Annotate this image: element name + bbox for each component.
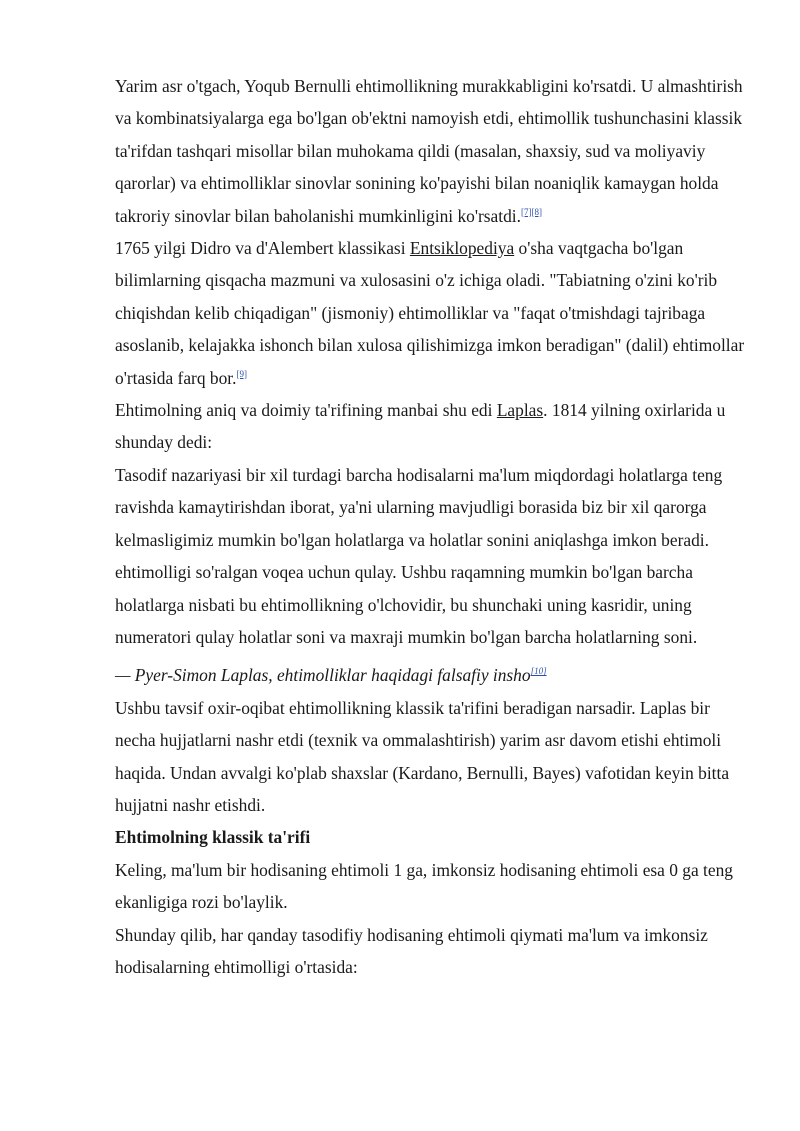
- paragraph-encyclopedie-after: o'sha vaqtgacha bo'lgan bilimlarning qisqacha mazmuni va xulosasini o'z ichiga oladi. "Tabiatning o'zini ko'rib chiqishdan kelib chiqadigan" (jismoniy) ehtimolliklar va "faqat o'tmishdagi tajribaga asoslanib, kelajakka ishonch bilan xulosa qilishimizga imkon beradigan" (dalil) ehtimollar o'rtasida farq bor.: [115, 238, 745, 388]
- footnote-ref-7[interactable]: [7]: [520, 206, 532, 217]
- paragraph-classical-summary: Ushbu tavsif oxir-oqibat ehtimollikning klassik ta'rifini beradigan narsadir. Laplas bir necha hujjatlarni nashr etdi (texnik va ommalashtirish) yarim asr davom etishi ehtimoli haqida. Undan avvalgi ko'plab shaxslar (Kardano, Bernulli, Bayes) vafotidan keyin bitta hujjatni nashr etishdi.: [115, 697, 730, 815]
- laplace-quote: Tasodif nazariyasi bir xil turdagi barcha hodisalarni ma'lum miqdordagi holatlarga teng ravishda kamaytirishdan iborat, ya'ni ularning mavjudligi borasida biz bir xil qarorga kelmasligimiz mumkin bo'lgan holatlarga va holatlar sonini aniqlashga imkon beradi. ehtimolligi so'ralgan voqea uchun qulay. Ushbu raqamning mumkin bo'lgan barcha holatlarga nisbati bu ehtimollikning o'lchovidir, bu shunchaki uning kasridir, uning numeratori qulay holatlar soni va maxraji mumkin bo'lgan barcha holatlarning soni.: [115, 464, 723, 647]
- document-body: [115, 70, 745, 983]
- footnote-refs: [531, 666, 547, 676]
- paragraph-laplace-after: . 1814 yilning oxirlarida u shunday dedi:: [115, 400, 726, 453]
- footnote-refs: [521, 207, 542, 217]
- quote-citation-text: — Pyer-Simon Laplas, ehtimolliklar haqidagi falsafiy insho: [115, 665, 531, 686]
- footnote-ref-9[interactable]: [9]: [236, 368, 247, 379]
- paragraph-bernoulli: [115, 70, 745, 232]
- paragraph-laplace-intro: [115, 394, 745, 459]
- section-heading: Ehtimolning klassik ta'rifi: [115, 827, 311, 848]
- paragraph-probability-range: Shunday qilib, har qanday tasodifiy hodisaning ehtimoli qiymati ma'lum va imkonsiz hodisalarning ehtimolligi o'rtasida:: [115, 924, 708, 977]
- footnote-ref-10[interactable]: [10]: [530, 666, 547, 677]
- quote-citation: [115, 659, 745, 691]
- footnote-refs: [236, 369, 247, 379]
- footnote-ref-8[interactable]: [8]: [531, 206, 542, 217]
- link-laplas[interactable]: Laplas: [496, 400, 544, 421]
- paragraph-encyclopedie-before: 1765 yilgi Didro va d'Alembert klassikasi: [115, 238, 410, 259]
- link-entsiklopediya[interactable]: Entsiklopediya: [409, 238, 515, 259]
- paragraph-bernoulli-text: Yarim asr o'tgach, Yoqub Bernulli ehtimollikning murakkabligini ko'rsatdi. U almashtirish va kombinatsiyalarga ega bo'lgan ob'ektni namoyish etdi, ehtimollik tushunchasini klassik ta'rifdan tashqari misollar bilan muhokama qildi (masalan, shaxsiy, sud va moliyaviy qarorlar) va ehtimolliklar sinovlar sonining ko'payishi bilan noaniqlik kamaygan holda takroriy sinovlar bilan baholanishi mumkinligini ko'rsatdi.: [115, 76, 743, 226]
- paragraph-certain-impossible: Keling, ma'lum bir hodisaning ehtimoli 1 ga, imkonsiz hodisaning ehtimoli esa 0 ga teng ekanligiga rozi bo'laylik.: [115, 859, 733, 913]
- paragraph-encyclopedie: [115, 232, 745, 394]
- paragraph-laplace-before: Ehtimolning aniq va doimiy ta'rifining manbai shu edi: [115, 400, 497, 421]
